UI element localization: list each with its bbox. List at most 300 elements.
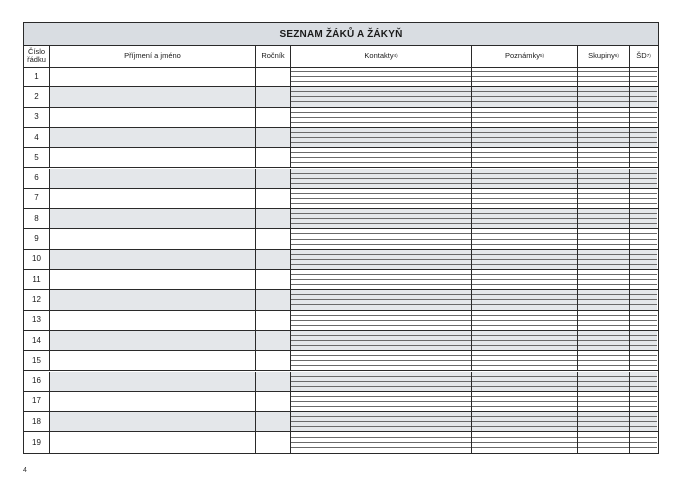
sub-line-divider — [578, 360, 629, 361]
sub-line-divider — [291, 173, 471, 174]
notes-field[interactable] — [472, 229, 578, 248]
header-name: Příjmení a jméno — [50, 45, 256, 67]
sub-line-divider — [291, 299, 471, 300]
groups-field[interactable] — [578, 87, 630, 106]
name-field[interactable] — [50, 148, 256, 167]
sub-line-divider — [578, 71, 629, 72]
notes-field[interactable] — [472, 148, 578, 167]
contacts-field[interactable] — [291, 229, 472, 248]
notes-field[interactable] — [472, 432, 578, 452]
sub-line-divider — [578, 284, 629, 285]
sub-line-divider — [578, 442, 629, 443]
sub-line-divider — [291, 218, 471, 219]
sub-line-divider — [630, 335, 657, 336]
sub-line-divider — [472, 355, 577, 356]
sub-line-divider — [291, 122, 471, 123]
sub-line-divider — [472, 193, 577, 194]
sub-line-divider — [472, 233, 577, 234]
sub-line-divider — [472, 203, 577, 204]
sub-line-divider — [630, 259, 657, 260]
sub-line-divider — [630, 112, 657, 113]
name-field[interactable] — [50, 250, 256, 269]
sub-line-divider — [630, 218, 657, 219]
row-number: 11 — [24, 270, 50, 289]
table-row — [24, 331, 658, 351]
table-row — [24, 432, 658, 452]
sub-line-divider — [291, 198, 471, 199]
sd-field[interactable] — [630, 351, 657, 370]
sub-line-divider — [291, 137, 471, 138]
sub-line-divider — [472, 137, 577, 138]
year-field[interactable] — [256, 108, 291, 127]
sub-line-divider — [472, 244, 577, 245]
name-field[interactable] — [50, 311, 256, 330]
sub-line-divider — [291, 157, 471, 158]
year-field[interactable] — [256, 229, 291, 248]
sub-line-divider — [291, 386, 471, 387]
groups-field[interactable] — [578, 392, 630, 411]
groups-field[interactable] — [578, 250, 630, 269]
sub-line-divider — [578, 259, 629, 260]
sub-line-divider — [472, 264, 577, 265]
sd-field[interactable] — [630, 229, 657, 248]
sub-line-divider — [630, 437, 657, 438]
groups-field[interactable] — [578, 372, 630, 391]
name-field[interactable] — [50, 351, 256, 370]
sub-line-divider — [291, 183, 471, 184]
notes-field[interactable] — [472, 67, 578, 86]
sub-line-divider — [578, 162, 629, 163]
sd-field[interactable] — [630, 67, 657, 86]
sub-line-divider — [472, 91, 577, 92]
year-field[interactable] — [256, 351, 291, 370]
sub-line-divider — [472, 198, 577, 199]
groups-field[interactable] — [578, 128, 630, 147]
sub-line-divider — [630, 386, 657, 387]
contacts-field[interactable] — [291, 128, 472, 147]
header-notes-label: Poznámky — [504, 51, 540, 60]
row-number: 18 — [24, 412, 50, 431]
sub-line-divider — [578, 340, 629, 341]
sub-line-divider — [291, 426, 471, 427]
name-field[interactable] — [50, 331, 256, 350]
groups-field[interactable] — [578, 169, 630, 188]
sub-line-divider — [578, 299, 629, 300]
row-number: 8 — [24, 209, 50, 228]
year-field[interactable] — [256, 189, 291, 208]
sub-line-divider — [472, 132, 577, 133]
groups-field[interactable] — [578, 331, 630, 350]
sub-line-divider — [630, 198, 657, 199]
sd-field[interactable] — [630, 311, 657, 330]
sub-line-divider — [291, 193, 471, 194]
sub-line-divider — [630, 320, 657, 321]
sub-line-divider — [291, 355, 471, 356]
sd-field[interactable] — [630, 128, 657, 147]
name-field[interactable] — [50, 229, 256, 248]
contacts-field[interactable] — [291, 250, 472, 269]
sub-line-divider — [291, 254, 471, 255]
sub-line-divider — [630, 76, 657, 77]
name-field[interactable] — [50, 67, 256, 86]
year-field[interactable] — [256, 209, 291, 228]
groups-field[interactable] — [578, 108, 630, 127]
sub-line-divider — [578, 132, 629, 133]
contacts-field[interactable] — [291, 189, 472, 208]
sub-line-divider — [578, 386, 629, 387]
table-row — [24, 148, 658, 168]
sub-line-divider — [291, 81, 471, 82]
name-field[interactable] — [50, 169, 256, 188]
row-number: 16 — [24, 372, 50, 391]
sub-line-divider — [630, 81, 657, 82]
sd-field[interactable] — [630, 290, 657, 309]
year-field[interactable] — [256, 392, 291, 411]
sub-line-divider — [291, 335, 471, 336]
table-row — [24, 108, 658, 128]
sub-line-divider — [472, 213, 577, 214]
sub-line-divider — [578, 213, 629, 214]
contacts-field[interactable] — [291, 67, 472, 86]
sub-line-divider — [630, 421, 657, 422]
contacts-field[interactable] — [291, 169, 472, 188]
sub-line-divider — [630, 284, 657, 285]
sub-line-divider — [291, 233, 471, 234]
row-number: 7 — [24, 189, 50, 208]
sub-line-divider — [578, 416, 629, 417]
sub-line-divider — [630, 137, 657, 138]
sub-line-divider — [630, 340, 657, 341]
sub-line-divider — [472, 96, 577, 97]
sub-line-divider — [291, 396, 471, 397]
sub-line-divider — [291, 213, 471, 214]
name-field[interactable] — [50, 128, 256, 147]
groups-field[interactable] — [578, 290, 630, 309]
sub-line-divider — [291, 416, 471, 417]
contacts-field[interactable] — [291, 209, 472, 228]
sub-line-divider — [472, 157, 577, 158]
header-groups: Skupiny 6) — [578, 45, 630, 67]
notes-field[interactable] — [472, 412, 578, 431]
sub-line-divider — [630, 117, 657, 118]
row-number: 17 — [24, 392, 50, 411]
sub-line-divider — [578, 325, 629, 326]
sub-line-divider — [630, 325, 657, 326]
sub-line-divider — [291, 437, 471, 438]
sub-line-divider — [578, 91, 629, 92]
row-number: 19 — [24, 432, 50, 452]
sub-line-divider — [578, 274, 629, 275]
notes-field[interactable] — [472, 169, 578, 188]
sub-line-divider — [291, 142, 471, 143]
groups-field[interactable] — [578, 229, 630, 248]
sub-line-divider — [630, 239, 657, 240]
sub-line-divider — [472, 112, 577, 113]
sub-line-divider — [630, 254, 657, 255]
sub-line-divider — [291, 71, 471, 72]
contacts-field[interactable] — [291, 108, 472, 127]
sub-line-divider — [291, 178, 471, 179]
table-row — [24, 270, 658, 290]
sub-line-divider — [291, 360, 471, 361]
sub-line-divider — [472, 81, 577, 82]
sd-field[interactable] — [630, 87, 657, 106]
contacts-field[interactable] — [291, 87, 472, 106]
sub-line-divider — [472, 381, 577, 382]
groups-field[interactable] — [578, 311, 630, 330]
sub-line-divider — [630, 279, 657, 280]
sub-line-divider — [291, 112, 471, 113]
contacts-field[interactable] — [291, 290, 472, 309]
sd-field[interactable] — [630, 432, 657, 452]
sub-line-divider — [630, 345, 657, 346]
notes-field[interactable] — [472, 209, 578, 228]
notes-field[interactable] — [472, 87, 578, 106]
name-field[interactable] — [50, 290, 256, 309]
notes-field[interactable] — [472, 392, 578, 411]
sub-line-divider — [291, 442, 471, 443]
sd-field[interactable] — [630, 250, 657, 269]
row-number: 6 — [24, 169, 50, 188]
row-number: 3 — [24, 108, 50, 127]
sub-line-divider — [578, 76, 629, 77]
sub-line-divider — [630, 315, 657, 316]
sub-line-divider — [630, 142, 657, 143]
sub-line-divider — [630, 376, 657, 377]
notes-field[interactable] — [472, 331, 578, 350]
header-sd: ŠD 7) — [636, 51, 651, 60]
sub-line-divider — [472, 315, 577, 316]
sd-field[interactable] — [630, 270, 657, 289]
sub-line-divider — [291, 203, 471, 204]
header-row-number-line2: řádku — [27, 55, 46, 64]
contacts-field[interactable] — [291, 432, 472, 452]
sub-line-divider — [472, 218, 577, 219]
sub-line-divider — [578, 447, 629, 448]
name-field[interactable] — [50, 87, 256, 106]
name-field[interactable] — [50, 432, 256, 452]
year-field[interactable] — [256, 87, 291, 106]
sub-line-divider — [291, 264, 471, 265]
sub-line-divider — [630, 299, 657, 300]
sub-line-divider — [578, 198, 629, 199]
sub-line-divider — [578, 315, 629, 316]
groups-field[interactable] — [578, 189, 630, 208]
sub-line-divider — [472, 416, 577, 417]
sub-line-divider — [630, 173, 657, 174]
sub-line-divider — [472, 396, 577, 397]
year-field[interactable] — [256, 372, 291, 391]
table-row — [24, 372, 658, 392]
sub-line-divider — [291, 259, 471, 260]
name-field[interactable] — [50, 189, 256, 208]
notes-field[interactable] — [472, 250, 578, 269]
year-field[interactable] — [256, 148, 291, 167]
contacts-field[interactable] — [291, 351, 472, 370]
sub-line-divider — [578, 381, 629, 382]
header-year: Ročník — [256, 45, 291, 67]
sub-line-divider — [472, 294, 577, 295]
sub-line-divider — [630, 132, 657, 133]
sub-line-divider — [472, 376, 577, 377]
name-field[interactable] — [50, 209, 256, 228]
groups-field[interactable] — [578, 270, 630, 289]
student-list-form — [23, 22, 659, 454]
groups-field[interactable] — [578, 351, 630, 370]
contacts-field[interactable] — [291, 311, 472, 330]
groups-field[interactable] — [578, 209, 630, 228]
name-field[interactable] — [50, 372, 256, 391]
sub-line-divider — [630, 447, 657, 448]
year-field[interactable] — [256, 290, 291, 309]
sub-line-divider — [578, 183, 629, 184]
sub-line-divider — [630, 360, 657, 361]
sub-line-divider — [630, 157, 657, 158]
sub-line-divider — [578, 401, 629, 402]
sd-field[interactable] — [630, 169, 657, 188]
sub-line-divider — [472, 421, 577, 422]
sub-line-divider — [578, 223, 629, 224]
name-field[interactable] — [50, 270, 256, 289]
sub-line-divider — [472, 71, 577, 72]
sub-line-divider — [472, 254, 577, 255]
table-row — [24, 67, 658, 87]
sub-line-divider — [630, 96, 657, 97]
name-field[interactable] — [50, 392, 256, 411]
sub-line-divider — [630, 71, 657, 72]
sub-line-divider — [630, 294, 657, 295]
sub-line-divider — [472, 365, 577, 366]
sub-line-divider — [578, 406, 629, 407]
sub-line-divider — [291, 101, 471, 102]
sd-field[interactable] — [630, 148, 657, 167]
sub-line-divider — [630, 162, 657, 163]
groups-field[interactable] — [578, 148, 630, 167]
sub-line-divider — [630, 396, 657, 397]
sub-line-divider — [291, 117, 471, 118]
sub-line-divider — [472, 406, 577, 407]
year-field[interactable] — [256, 270, 291, 289]
sub-line-divider — [291, 162, 471, 163]
sd-field[interactable] — [630, 108, 657, 127]
year-field[interactable] — [256, 250, 291, 269]
sub-line-divider — [291, 76, 471, 77]
contacts-field[interactable] — [291, 270, 472, 289]
notes-field[interactable] — [472, 311, 578, 330]
year-field[interactable] — [256, 67, 291, 86]
sub-line-divider — [630, 183, 657, 184]
sub-line-divider — [578, 203, 629, 204]
sub-line-divider — [472, 101, 577, 102]
sub-line-divider — [630, 233, 657, 234]
year-field[interactable] — [256, 311, 291, 330]
sub-line-divider — [630, 101, 657, 102]
notes-field[interactable] — [472, 189, 578, 208]
sub-line-divider — [472, 320, 577, 321]
sub-line-divider — [472, 279, 577, 280]
table-row — [24, 311, 658, 331]
sub-line-divider — [291, 96, 471, 97]
sub-line-divider — [630, 442, 657, 443]
table-row — [24, 229, 658, 249]
sub-line-divider — [578, 264, 629, 265]
sub-line-divider — [578, 193, 629, 194]
page-number: 4 — [23, 467, 27, 474]
year-field[interactable] — [256, 412, 291, 431]
row-number: 2 — [24, 87, 50, 106]
row-number: 5 — [24, 148, 50, 167]
year-field[interactable] — [256, 432, 291, 452]
row-number: 12 — [24, 290, 50, 309]
sub-line-divider — [291, 406, 471, 407]
groups-field[interactable] — [578, 432, 630, 452]
row-number: 9 — [24, 229, 50, 248]
sd-field[interactable] — [630, 372, 657, 391]
row-number: 10 — [24, 250, 50, 269]
contacts-field[interactable] — [291, 372, 472, 391]
name-field[interactable] — [50, 108, 256, 127]
sub-line-divider — [630, 122, 657, 123]
year-field[interactable] — [256, 331, 291, 350]
sd-field[interactable] — [630, 392, 657, 411]
sub-line-divider — [472, 325, 577, 326]
sub-line-divider — [578, 279, 629, 280]
sub-line-divider — [291, 365, 471, 366]
sub-line-divider — [291, 376, 471, 377]
sub-line-divider — [630, 381, 657, 382]
sub-line-divider — [578, 173, 629, 174]
sub-line-divider — [291, 91, 471, 92]
notes-field[interactable] — [472, 270, 578, 289]
sub-line-divider — [578, 355, 629, 356]
sub-line-divider — [291, 279, 471, 280]
sub-line-divider — [578, 218, 629, 219]
notes-field[interactable] — [472, 108, 578, 127]
sd-field[interactable] — [630, 331, 657, 350]
sub-line-divider — [472, 447, 577, 448]
sub-line-divider — [472, 223, 577, 224]
table-row — [24, 209, 658, 229]
groups-field[interactable] — [578, 67, 630, 86]
sd-field[interactable] — [630, 209, 657, 228]
row-number: 13 — [24, 311, 50, 330]
notes-field[interactable] — [472, 290, 578, 309]
contacts-field[interactable] — [291, 331, 472, 350]
sub-line-divider — [472, 345, 577, 346]
sub-line-divider — [578, 335, 629, 336]
row-number: 1 — [24, 67, 50, 86]
contacts-field[interactable] — [291, 412, 472, 431]
sub-line-divider — [472, 340, 577, 341]
sub-line-divider — [472, 173, 577, 174]
sd-field[interactable] — [630, 189, 657, 208]
year-field[interactable] — [256, 128, 291, 147]
table-row — [24, 392, 658, 412]
notes-field[interactable] — [472, 128, 578, 147]
contacts-field[interactable] — [291, 392, 472, 411]
contacts-field[interactable] — [291, 148, 472, 167]
sd-field[interactable] — [630, 412, 657, 431]
groups-field[interactable] — [578, 412, 630, 431]
notes-field[interactable] — [472, 351, 578, 370]
name-field[interactable] — [50, 412, 256, 431]
sub-line-divider — [472, 239, 577, 240]
table-row — [24, 351, 658, 371]
sub-line-divider — [472, 304, 577, 305]
year-field[interactable] — [256, 169, 291, 188]
notes-field[interactable] — [472, 372, 578, 391]
sub-line-divider — [472, 360, 577, 361]
